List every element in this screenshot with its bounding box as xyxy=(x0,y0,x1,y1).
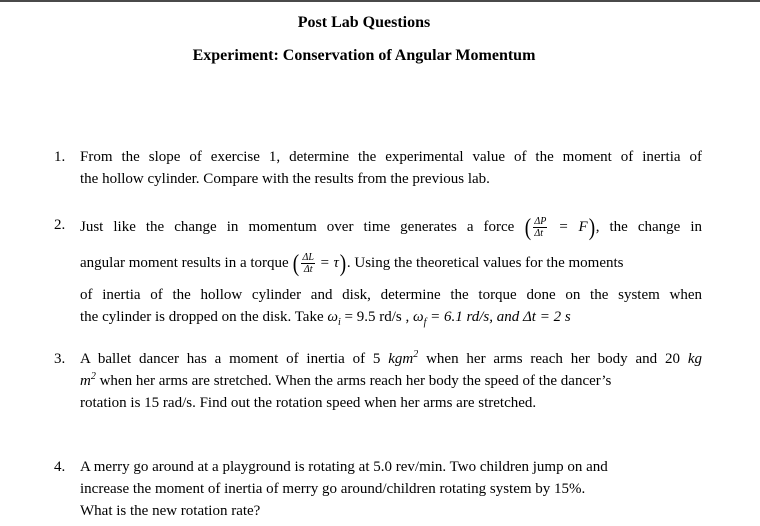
fraction-numerator: ΔP xyxy=(534,216,547,228)
question-text: What is the new rotation rate? xyxy=(80,503,261,519)
question-2 xyxy=(54,214,702,328)
question-text: angular moment results in a torque xyxy=(80,255,289,271)
omega-initial-value: = 9.5 rd/s , xyxy=(344,309,410,325)
unit-m2: $m^2$ xyxy=(80,371,96,389)
question-text: . Using the theoretical values for the moments xyxy=(346,255,624,271)
question-1 xyxy=(54,146,702,190)
question-text-line xyxy=(80,214,702,240)
question-text: Just like the change in momentum over time generates a force xyxy=(80,219,515,235)
question-text: rotation is 15 rad/s. Find out the rotation speed when her arms are stretched. xyxy=(80,395,537,411)
question-4 xyxy=(54,456,702,522)
question-text: when her arms reach her body and 20 xyxy=(426,351,680,367)
omega-final: $\omega_f$ xyxy=(412,309,427,328)
question-text-line xyxy=(80,348,702,370)
question-text: when her arms are stretched. When the arms reach her body the speed of the dancer’s xyxy=(99,373,612,389)
question-text: the hollow cylinder. Compare with the results from the previous lab. xyxy=(80,171,490,187)
omega-initial: $\omega_i$ xyxy=(327,309,341,328)
question-text-line xyxy=(80,370,702,392)
question-3 xyxy=(54,348,702,414)
question-text: the cylinder is dropped on the disk. Take xyxy=(80,309,324,325)
torque-equation: ( $\frac{\Delta L}{\Delta t}$ = τ) xyxy=(293,250,347,277)
experiment-title: Experiment: Conservation of Angular Momentum xyxy=(192,47,536,64)
question-number: 3. xyxy=(54,351,66,367)
question-text: A merry go around at a playground is rotating at 5.0 rev/min. Two children jump on and xyxy=(80,459,608,475)
question-text-line xyxy=(80,248,702,278)
question-text: A ballet dancer has a moment of inertia of 5 xyxy=(80,351,381,367)
question-number: 1. xyxy=(54,149,66,165)
top-border-line xyxy=(0,0,760,2)
question-number: 4. xyxy=(54,459,66,475)
fraction-numerator: ΔL xyxy=(302,252,314,264)
question-text: of inertia of the hollow cylinder and disk, determine the torque done on the system when xyxy=(80,287,702,303)
unit-kg: kg xyxy=(687,351,703,367)
question-text-line xyxy=(80,306,702,328)
force-equation: ( $\frac{\Delta P}{\Delta t}$ = F) xyxy=(525,214,595,241)
page-title: Post Lab Questions xyxy=(297,14,431,31)
equation-rhs: = τ xyxy=(319,255,339,271)
fraction-denominator: Δt xyxy=(303,264,313,276)
question-text: increase the moment of inertia of merry go around/children rotating system by 15%. xyxy=(80,481,586,497)
question-text: From the slope of exercise 1, determine the experimental value of the moment of inertia of xyxy=(80,149,702,165)
question-text: , the change in xyxy=(595,219,703,235)
fraction-denominator: Δt xyxy=(534,228,544,240)
omega-final-value: = 6.1 rd/s, and Δt = 2 s xyxy=(430,309,571,325)
question-number: 2. xyxy=(54,217,66,233)
unit-kgm2: kgm$^2$ xyxy=(388,349,419,367)
equation-rhs: = F xyxy=(558,219,588,235)
